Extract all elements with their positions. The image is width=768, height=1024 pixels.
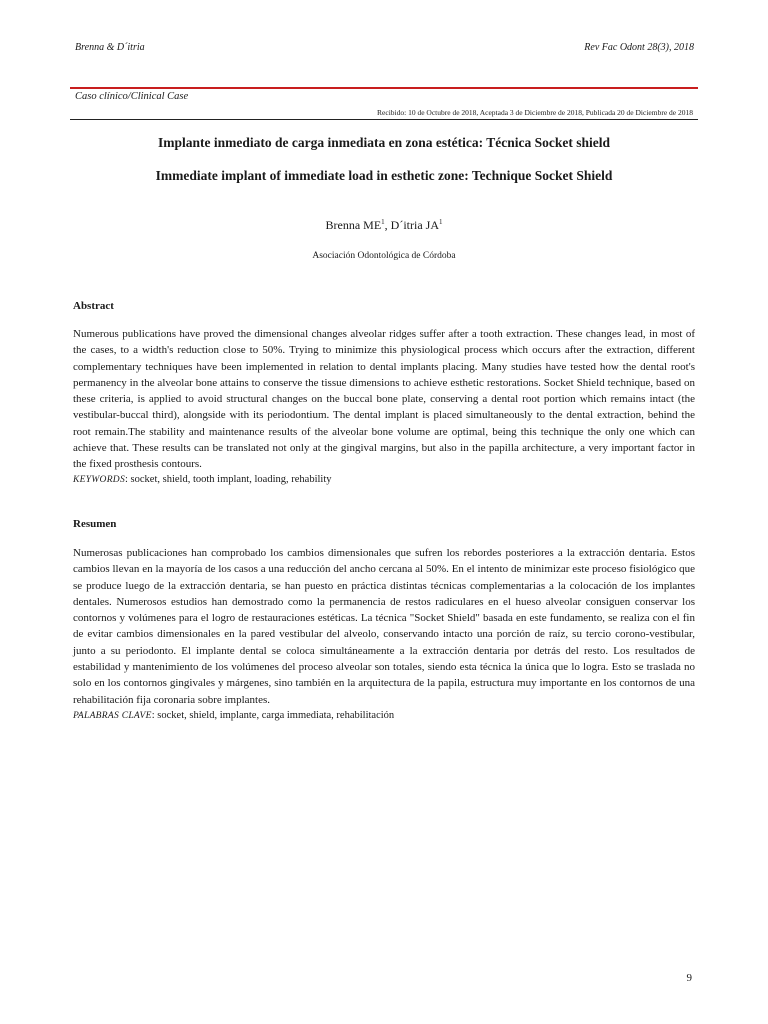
page-number: 9	[686, 972, 692, 984]
header-divider-black	[70, 119, 698, 120]
author-1-affil-mark: 1	[381, 218, 385, 226]
author-list	[70, 218, 698, 233]
palabras-clave-list: : socket, shield, implante, carga immediata, rehabilitación	[151, 710, 395, 721]
title-english: Immediate implant of immediate load in esthetic zone: Technique Socket Shield	[155, 168, 613, 183]
affiliation: Asociación Odontológica de Córdoba	[312, 251, 456, 261]
article-type: Caso clínico/Clinical Case	[75, 91, 189, 102]
title-spanish: Implante inmediato de carga inmediata en zona estética: Técnica Socket shield	[158, 135, 610, 150]
abstract-heading: Abstract	[73, 300, 114, 312]
author-1-name: Brenna ME	[325, 218, 382, 232]
running-header-journal: Rev Fac Odont 28(3), 2018	[584, 42, 694, 53]
author-2-name: D´itria JA	[390, 218, 439, 232]
keywords-label: KEYWORDS	[73, 475, 126, 485]
running-header-authors: Brenna & D´itria	[75, 42, 145, 53]
keywords-list: : socket, shield, tooth implant, loading, rehability	[125, 474, 332, 485]
received-dates: Recibido: 10 de Octubre de 2018, Aceptada 3 de Diciembre de 2018, Publicada 20 de Diciembre de 2018	[377, 108, 693, 117]
palabras-clave-label: PALABRAS CLAVE	[73, 711, 152, 721]
palabras-clave-line	[73, 710, 394, 721]
resumen-text: Numerosas publicaciones han comprobado los cambios dimensionales que sufren los rebordes posteriores a la extracción dentaria. Estos cambios llevan en la mayoría de los casos a una reducción del ancho cercana al 50%. En el intento de minimizar este proceso fisiológico que se produce luego de la extracción dentaria, se han puesto en práctica distintas técnicas complementarias a la colocación de los implantes dentales. Numerosos estudios han demostrado como la permanencia de restos radiculares en el hueso alveolar consiguen conservar los contornos y volúmenes para el logro de restauraciones estéticas. La técnica "Socket Shield" basada en este fundamento, se realiza con el fin de evitar cambios dimensionales en la pared vestibular del alveolo, conservando intacto una porción de raíz, su tercio corono-vestibular, junto a su periodonto. El implante dental se coloca simultáneamente a la extracción dentaria por detrás del resto. Los resultados de estabilidad y mantenimiento de los volúmenes del proceso alveolar son totales, siendo esta técnica la única que lo logra. Esto se traslada no solo en los contornos gingivales y márgenes, sino también en la arquitectura de la papila, estructura muy importante en los contornos de una rehabilitación fija coronaria sobre implantes.	[73, 547, 695, 706]
header-divider-red	[70, 87, 698, 89]
author-2-affil-mark: 1	[438, 218, 443, 226]
abstract-text: Numerous publications have proved the dimensional changes alveolar ridges suffer after a tooth extraction. These changes lead, in most of the cases, to a width's reduction close to 50%. Trying to minimize this physiological process which occurs after the extraction, different complementary techniques have been implemented in relation to dental implants placing. Many studies have tested how the dental root's permanency in the alveolar bone attains to conserve the tissue dimensions to achieve esthetic restorations. Socket Shield technique, based on these criteria, is applied to avoid structural changes on the buccal bone plate, conserving a dental root portion which remains intact (the vestibular-buccal third), alongside with its periodontium. The dental implant is placed simultaneously to the dental extraction, behind the root remain.The stability and maintenance results of the alveolar bone volume are optimal, being this technique the only one which can achieve that. These results can be translated not only at the gingival margins, but also in the papilla architecture, a very important factor in the fixed prosthesis contours.	[73, 328, 695, 471]
resumen-heading: Resumen	[73, 518, 117, 530]
author-separator: ,	[384, 218, 391, 232]
keywords-line	[73, 474, 331, 485]
